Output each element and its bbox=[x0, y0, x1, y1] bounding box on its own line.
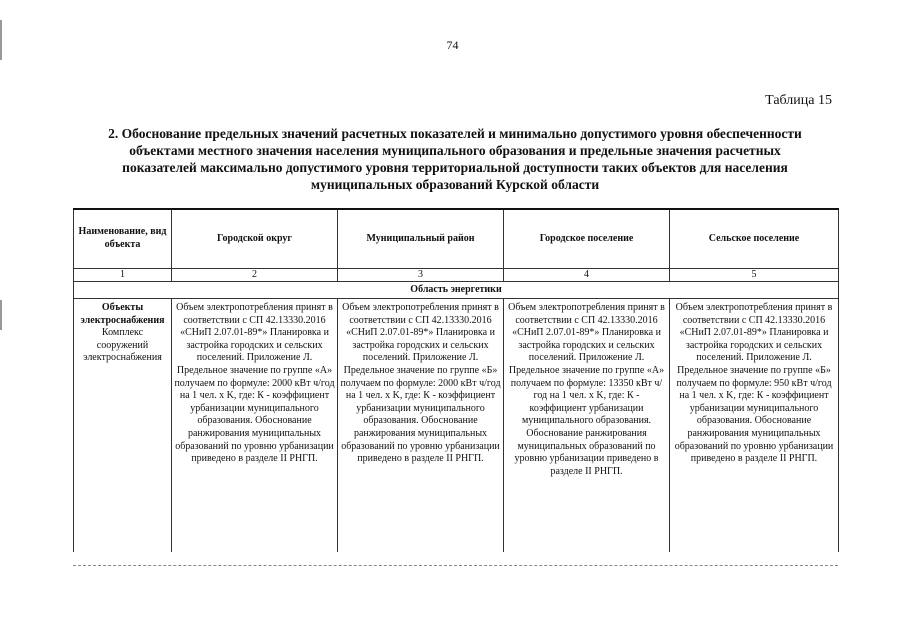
title-line: муниципальных образований Курской области bbox=[310, 177, 600, 192]
header-rural-settlement: Сельское поселение bbox=[670, 209, 839, 269]
table-label: Таблица 15 bbox=[765, 93, 832, 108]
object-cell bbox=[74, 299, 172, 553]
table-header-row bbox=[74, 209, 839, 269]
scan-margin-mark bbox=[0, 300, 2, 330]
column-number: 3 bbox=[338, 269, 504, 282]
header-object-name: Наименование, вид объекта bbox=[74, 209, 172, 269]
title-line: объектами местного значения населения муниципального образования и предельные значения расчетных bbox=[129, 143, 781, 158]
document-title bbox=[60, 125, 850, 193]
header-municipal-district: Муниципальный район bbox=[338, 209, 504, 269]
column-number: 4 bbox=[504, 269, 670, 282]
header-city-district: Городской округ bbox=[172, 209, 338, 269]
municipal-district-cell: Объем электропотребления принят в соответствии с СП 42.13330.2016 «СНиП 2.07.01-89*» Планировка и застройка городских и сельских поселений. Приложение Л. Предельное значение по группе «Б» получаем по формуле: 2000 кВт ч/год на 1 чел. x K, где: К - коэффициент урбанизации муниципального образования. Обоснование ранжирования муниципальных образований по уровню урбанизации приведено в разделе II РНГП. bbox=[338, 299, 504, 553]
urban-settlement-cell: Объем электропотребления принят в соответствии с СП 42.13330.2016 «СНиП 2.07.01-89*» Планировка и застройка городских и сельских поселений. Приложение Л. Предельное значение по группе «А» получаем по формуле: 13350 кВт ч/год на 1 чел. x K, где: К - коэффициент урбанизации муниципального образования. Обоснование ранжирования муниципальных образований по уровню урбанизации приведено в разделе II РНГП. bbox=[504, 299, 670, 553]
rural-settlement-cell: Объем электропотребления принят в соответствии с СП 42.13330.2016 «СНиП 2.07.01-89*» Планировка и застройка городских и сельских поселений. Приложение Л. Предельное значение по группе «Б» получаем по формуле: 950 кВт ч/год на 1 чел. x K, где: К - коэффициент урбанизации муниципального образования. Обоснование ранжирования муниципальных образований по уровню урбанизации приведено в разделе II РНГП. bbox=[670, 299, 839, 553]
section-row bbox=[74, 282, 839, 299]
column-number: 2 bbox=[172, 269, 338, 282]
title-line: 2. Обоснование предельных значений расчетных показателей и минимально допустимого уровня обеспеченности bbox=[108, 126, 802, 141]
column-number-row bbox=[74, 269, 839, 282]
column-number: 5 bbox=[670, 269, 839, 282]
page-break-line bbox=[73, 565, 838, 567]
standards-table bbox=[73, 208, 839, 552]
header-urban-settlement: Городское поселение bbox=[504, 209, 670, 269]
object-name: Объекты электроснабжения bbox=[80, 302, 165, 326]
table-row bbox=[74, 299, 839, 553]
title-line: показателей максимально допустимого уровня территориальной доступности таких объектов для населения bbox=[122, 160, 788, 175]
column-number: 1 bbox=[74, 269, 172, 282]
city-district-cell: Объем электропотребления принят в соответствии с СП 42.13330.2016 «СНиП 2.07.01-89*» Планировка и застройка городских и сельских поселений. Приложение Л. Предельное значение по группе «А» получаем по формуле: 2000 кВт ч/год на 1 чел. x K, где: К - коэффициент урбанизации муниципального образования. Обоснование ранжирования муниципальных образований по уровню урбанизации приведено в разделе II РНГП. bbox=[172, 299, 338, 553]
page-number: 74 bbox=[446, 38, 459, 52]
section-title: Область энергетики bbox=[74, 282, 839, 299]
object-type: Комплекс сооружений электроснабжения bbox=[83, 327, 162, 364]
